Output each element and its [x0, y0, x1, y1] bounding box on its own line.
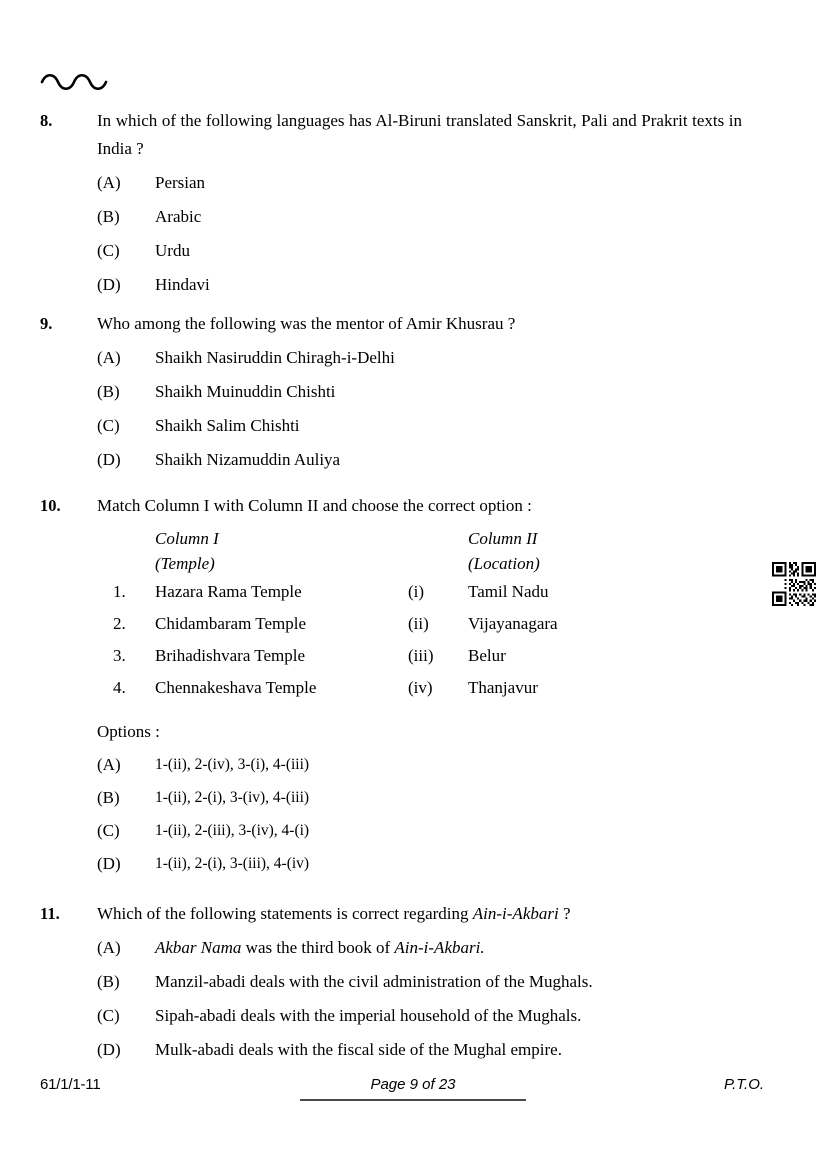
question-9-text: Who among the following was the mentor of Amir Khusrau ?	[97, 314, 516, 333]
question-10	[40, 492, 742, 878]
question-10-option-d[interactable]	[97, 850, 742, 878]
option-text: Shaikh Muinuddin Chishti	[155, 382, 336, 401]
option-text: Urdu	[155, 241, 190, 260]
option-label: (D)	[97, 854, 121, 873]
match-row-item: Hazara Rama Temple	[155, 582, 302, 601]
option-text: 1-(ii), 2-(iv), 3-(i), 4-(iii)	[155, 756, 310, 773]
question-10-option-c[interactable]	[97, 817, 742, 845]
match-row-item: Chennakeshava Temple	[155, 678, 317, 697]
option-text: 1-(ii), 2-(i), 3-(iv), 4-(iii)	[155, 789, 310, 806]
option-label: (C)	[97, 416, 120, 435]
question-11-option-c[interactable]	[97, 1002, 742, 1030]
match-row-roman: (iv)	[408, 678, 433, 697]
options-label: Options :	[97, 722, 160, 741]
match-row-location: Thanjavur	[468, 678, 538, 697]
question-8-option-b[interactable]	[97, 203, 742, 231]
option-text: Shaikh Nizamuddin Auliya	[155, 450, 341, 469]
option-text: Akbar Nama was the third book of Ain-i-Akbari.	[155, 938, 485, 957]
match-row-number: 2.	[113, 614, 126, 633]
footer-paper-code: 61/1/1-11	[40, 1076, 101, 1093]
question-9-header	[40, 310, 742, 338]
column-2-subtitle: (Location)	[468, 554, 540, 573]
column-2-title: Column II	[468, 529, 538, 548]
column-2-heading	[468, 526, 540, 576]
question-11-option-d[interactable]	[97, 1036, 742, 1064]
question-8-header	[40, 107, 742, 163]
option-label: (A)	[97, 755, 121, 774]
match-row-item: Brihadishvara Temple	[155, 646, 306, 665]
option-label: (D)	[97, 275, 121, 294]
match-row	[97, 578, 742, 610]
page-footer	[0, 1076, 827, 1116]
option-label: (C)	[97, 1006, 120, 1025]
match-row-number: 3.	[113, 646, 126, 665]
question-9-option-d[interactable]	[97, 446, 742, 474]
footer-rule	[300, 1099, 526, 1101]
question-8-option-d[interactable]	[97, 271, 742, 299]
question-9-option-b[interactable]	[97, 378, 742, 406]
question-11-header	[40, 900, 742, 928]
option-label: (A)	[97, 173, 121, 192]
match-row-location: Vijayanagara	[468, 614, 558, 633]
question-10-option-a[interactable]	[97, 751, 742, 779]
option-text: Shaikh Nasiruddin Chiragh-i-Delhi	[155, 348, 395, 367]
option-text: Manzil-abadi deals with the civil administration of the Mughals.	[155, 972, 593, 991]
option-label: (C)	[97, 241, 120, 260]
option-text: Mulk-abadi deals with the fiscal side of the Mughal empire.	[155, 1040, 562, 1059]
question-8-number: 8.	[40, 111, 53, 130]
question-10-header	[40, 492, 742, 520]
match-table-header	[97, 526, 742, 578]
question-11-option-b[interactable]	[97, 968, 742, 996]
option-label: (D)	[97, 1040, 121, 1059]
match-row	[97, 610, 742, 642]
question-8	[40, 107, 742, 299]
option-label: (D)	[97, 450, 121, 469]
question-11	[40, 900, 742, 1064]
match-row-roman: (i)	[408, 582, 425, 601]
question-10-number: 10.	[40, 496, 61, 515]
question-11-option-a[interactable]	[97, 934, 742, 962]
column-1-heading	[155, 526, 219, 576]
question-11-number: 11.	[40, 904, 60, 923]
option-text: Arabic	[155, 207, 202, 226]
option-label: (A)	[97, 348, 121, 367]
question-8-option-c[interactable]	[97, 237, 742, 265]
option-text: Sipah-abadi deals with the imperial household of the Mughals.	[155, 1006, 582, 1025]
match-row-number: 1.	[113, 582, 126, 601]
option-label: (C)	[97, 821, 120, 840]
match-row-location: Tamil Nadu	[468, 582, 549, 601]
qr-code	[772, 562, 816, 606]
column-1-subtitle: (Temple)	[155, 554, 215, 573]
option-label: (B)	[97, 382, 120, 401]
match-row-location: Belur	[468, 646, 506, 665]
match-row-roman: (ii)	[408, 614, 429, 633]
question-11-text: Which of the following statements is correct regarding Ain-i-Akbari ?	[97, 904, 571, 923]
option-label: (B)	[97, 972, 120, 991]
question-8-option-a[interactable]	[97, 169, 742, 197]
option-label: (A)	[97, 938, 121, 957]
question-9-number: 9.	[40, 314, 53, 333]
column-1-title: Column I	[155, 529, 219, 548]
option-text: 1-(ii), 2-(i), 3-(iii), 4-(iv)	[155, 855, 310, 872]
match-row	[97, 674, 742, 706]
question-10-text: Match Column I with Column II and choose the correct option :	[97, 496, 532, 515]
match-row-roman: (iii)	[408, 646, 434, 665]
question-9-option-c[interactable]	[97, 412, 742, 440]
match-row	[97, 642, 742, 674]
option-text: Persian	[155, 173, 206, 192]
option-text: 1-(ii), 2-(iii), 3-(iv), 4-(i)	[155, 822, 310, 839]
question-8-text: In which of the following languages has Al-Biruni translated Sanskrit, Pali and Prakrit texts in India ?	[97, 111, 742, 158]
wavy-rule-icon	[40, 70, 112, 92]
question-9	[40, 310, 742, 474]
question-9-option-a[interactable]	[97, 344, 742, 372]
question-10-option-b[interactable]	[97, 784, 742, 812]
option-text: Hindavi	[155, 275, 210, 294]
option-label: (B)	[97, 207, 120, 226]
option-label: (B)	[97, 788, 120, 807]
option-text: Shaikh Salim Chishti	[155, 416, 300, 435]
footer-pto: P.T.O.	[724, 1076, 765, 1093]
match-row-item: Chidambaram Temple	[155, 614, 306, 633]
footer-page-number: Page 9 of 23	[370, 1076, 456, 1093]
match-row-number: 4.	[113, 678, 126, 697]
